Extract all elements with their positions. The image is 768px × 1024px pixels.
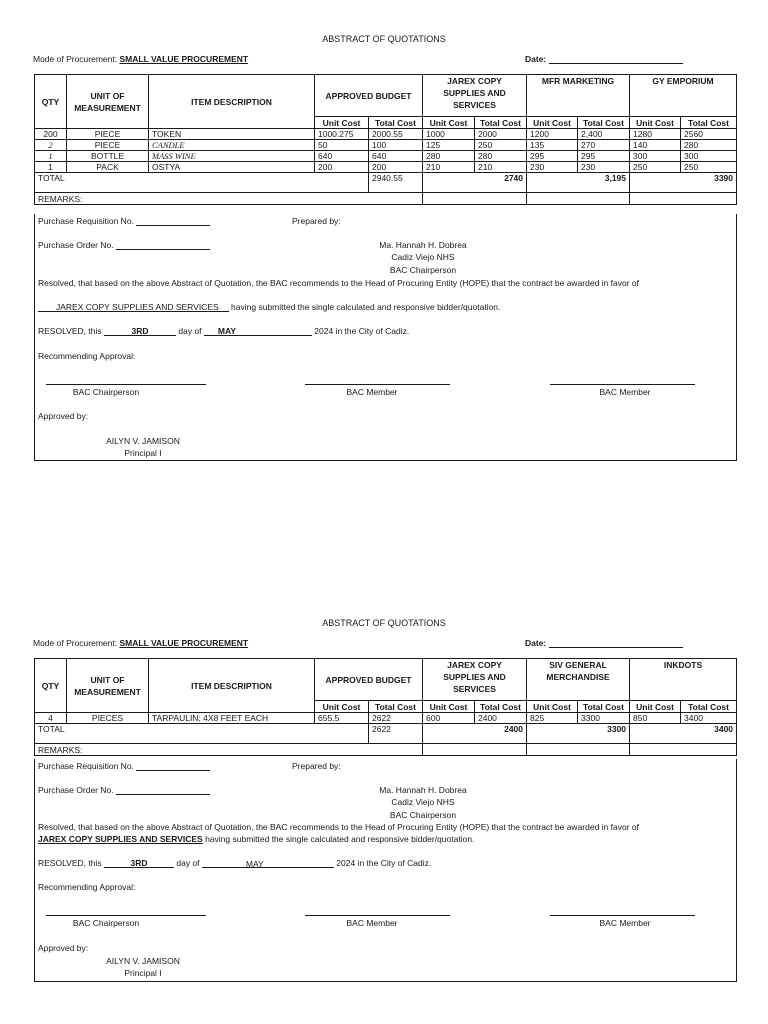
header-unit-cost: Unit Cost <box>423 117 475 129</box>
approver-name: AILYN V. JAMISON <box>106 956 180 966</box>
table-row: 200 PIECE TOKEN 1000.275 2000.55 1000 2000 1200 2,400 1280 2560 <box>35 129 737 140</box>
header-supplier-1: JAREX COPY SUPPLIES AND SERVICES <box>423 75 527 117</box>
abstract-title: ABSTRACT OF QUOTATIONS <box>322 34 446 44</box>
date-blank <box>549 638 683 648</box>
header-supplier-3: INKDOTS <box>630 659 737 701</box>
header-supplier-2: MFR MARKETING <box>527 75 630 117</box>
header-supplier-3: GY EMPORIUM <box>630 75 737 117</box>
signatory-bac-member: BAC Member <box>599 387 651 397</box>
header-approved-budget: APPROVED BUDGET <box>315 75 423 117</box>
header-description: ITEM DESCRIPTION <box>149 75 315 129</box>
preparer-name: Ma. Hannah H. Dobrea <box>379 240 467 250</box>
preparer-school: Cadiz Viejo NHS <box>391 252 455 262</box>
header-total-cost: Total Cost <box>369 117 423 129</box>
resolved-text: Resolved, that based on the above Abstract of Quotation, the BAC recommends to the Head of Procuring Entity (HOPE) that the contract be awarded in favor of <box>38 278 639 288</box>
header-unit-cost: Unit Cost <box>630 117 681 129</box>
month-value: MAY <box>204 326 312 336</box>
mode-value: SMALL VALUE PROCUREMENT <box>119 638 249 648</box>
signatory-bac-member: BAC Member <box>346 918 398 928</box>
approver-name: AILYN V. JAMISON <box>106 436 180 446</box>
signature-line <box>550 384 695 385</box>
prepared-by-label: Prepared by: <box>292 761 341 771</box>
abstract-title: ABSTRACT OF QUOTATIONS <box>322 618 446 628</box>
approver-title: Principal I <box>124 448 162 458</box>
date-field: Date: <box>525 54 683 64</box>
mode-of-procurement: Mode of Procurement: SMALL VALUE PROCUREMENT <box>33 638 249 648</box>
header-total-cost: Total Cost <box>475 117 527 129</box>
day-value: 3RD <box>104 858 174 868</box>
header-qty: QTY <box>35 75 67 129</box>
awardee: JAREX COPY SUPPLIES AND SERVICES <box>38 834 203 844</box>
header-unit-cost: Unit Cost <box>527 117 578 129</box>
header-total-cost: Total Cost <box>578 701 630 713</box>
header-unit-cost: Unit Cost <box>630 701 681 713</box>
header-unit-cost: Unit Cost <box>315 701 369 713</box>
table-row: 1 PACK OSTYA 200 200 210 210 230 230 250 250 <box>35 162 737 173</box>
total-supplier-3: 3390 <box>630 173 737 193</box>
total-label: TOTAL <box>35 173 369 193</box>
resolution-box <box>34 759 737 982</box>
header-unit-cost: Unit Cost <box>315 117 369 129</box>
mode-value: SMALL VALUE PROCUREMENT <box>119 54 249 64</box>
table-row: 1 BOTTLE MASS WINE 640 640 280 280 295 295 300 300 <box>35 151 737 162</box>
header-total-cost: Total Cost <box>369 701 423 713</box>
header-unit-cost: Unit Cost <box>423 701 475 713</box>
signature-line <box>550 915 695 916</box>
preparer-title: BAC Chairperson <box>389 265 457 275</box>
day-value: 3RD <box>104 326 176 336</box>
signature-line <box>46 384 206 385</box>
approver-title: Principal I <box>124 968 162 978</box>
purchase-requisition: Purchase Requisition No. <box>38 761 210 771</box>
header-total-cost: Total Cost <box>681 117 737 129</box>
preparer-title: BAC Chairperson <box>389 810 457 820</box>
total-supplier-2: 3300 <box>527 724 630 744</box>
signature-line <box>305 384 450 385</box>
awardee: JAREX COPY SUPPLIES AND SERVICES <box>38 302 229 312</box>
approved-by-label: Approved by: <box>38 943 89 953</box>
total-supplier-1: 2400 <box>423 724 527 744</box>
header-supplier-1: JAREX COPY SUPPLIES AND SERVICES <box>423 659 527 701</box>
header-total-cost: Total Cost <box>681 701 737 713</box>
recommending-approval: Recommending Approval: <box>38 882 136 892</box>
header-unit-cost: Unit Cost <box>527 701 578 713</box>
preparer-name: Ma. Hannah H. Dobrea <box>379 785 467 795</box>
total-label: TOTAL <box>35 724 369 744</box>
total-supplier-1: 2740 <box>423 173 527 193</box>
month-value: MAY <box>202 859 334 868</box>
remarks-label: REMARKS: <box>35 193 423 205</box>
header-description: ITEM DESCRIPTION <box>149 659 315 713</box>
signatory-bac-member: BAC Member <box>346 387 398 397</box>
table-row: 2 PIECE CANDLE 50 100 125 250 135 270 140 280 <box>35 140 737 151</box>
header-qty: QTY <box>35 659 67 713</box>
header-approved-budget: APPROVED BUDGET <box>315 659 423 701</box>
total-supplier-2: 3,195 <box>527 173 630 193</box>
purchase-order: Purchase Order No. <box>38 785 210 795</box>
total-supplier-3: 3400 <box>630 724 737 744</box>
total-row <box>35 724 737 744</box>
awardee-line: JAREX COPY SUPPLIES AND SERVICES having submitted the single calculated and responsive bidder/quotation. <box>38 302 500 312</box>
table-row: 4 PIECES TARPAULIN; 4X8 FEET EACH 655.5 2622 600 2400 825 3300 850 3400 <box>35 713 737 724</box>
signature-line <box>46 915 206 916</box>
resolved-text: Resolved, that based on the above Abstract of Quotation, the BAC recommends to the Head of Procuring Entity (HOPE) that the contract be awarded in favor of <box>38 822 639 832</box>
recommending-approval: Recommending Approval: <box>38 351 136 361</box>
date-blank <box>549 54 683 64</box>
total-budget: 2940.55 <box>369 173 423 193</box>
quotation-table <box>34 658 737 756</box>
header-supplier-2: SIV GENERAL MERCHANDISE <box>527 659 630 701</box>
date-field: Date: <box>525 638 683 648</box>
signatory-bac-member: BAC Member <box>599 918 651 928</box>
resolved-date-line: RESOLVED, this 3RD day of MAY 2024 in the City of Cadiz. <box>38 326 410 336</box>
quotation-table <box>34 74 737 205</box>
purchase-requisition: Purchase Requisition No. <box>38 216 210 226</box>
total-row <box>35 173 737 193</box>
signature-line <box>305 915 450 916</box>
awardee-line: JAREX COPY SUPPLIES AND SERVICES having submitted the single calculated and responsive bidder/quotation. <box>38 834 475 844</box>
approved-by-label: Approved by: <box>38 411 89 421</box>
mode-of-procurement: Mode of Procurement: SMALL VALUE PROCUREMENT <box>33 54 249 64</box>
purchase-order: Purchase Order No. <box>38 240 210 250</box>
header-unit: UNIT OF MEASUREMENT <box>67 75 149 129</box>
header-total-cost: Total Cost <box>578 117 630 129</box>
preparer-school: Cadiz Viejo NHS <box>391 797 455 807</box>
prepared-by-label: Prepared by: <box>292 216 341 226</box>
signatory-bac-chairperson: BAC Chairperson <box>72 918 140 928</box>
header-unit: UNIT OF MEASUREMENT <box>67 659 149 713</box>
total-budget: 2622 <box>369 724 423 744</box>
header-total-cost: Total Cost <box>475 701 527 713</box>
resolution-box <box>34 214 737 461</box>
remarks-label: REMARKS: <box>35 744 423 756</box>
resolved-date-line: RESOLVED, this 3RD day of MAY 2024 in the City of Cadiz. <box>38 858 432 869</box>
signatory-bac-chairperson: BAC Chairperson <box>72 387 140 397</box>
